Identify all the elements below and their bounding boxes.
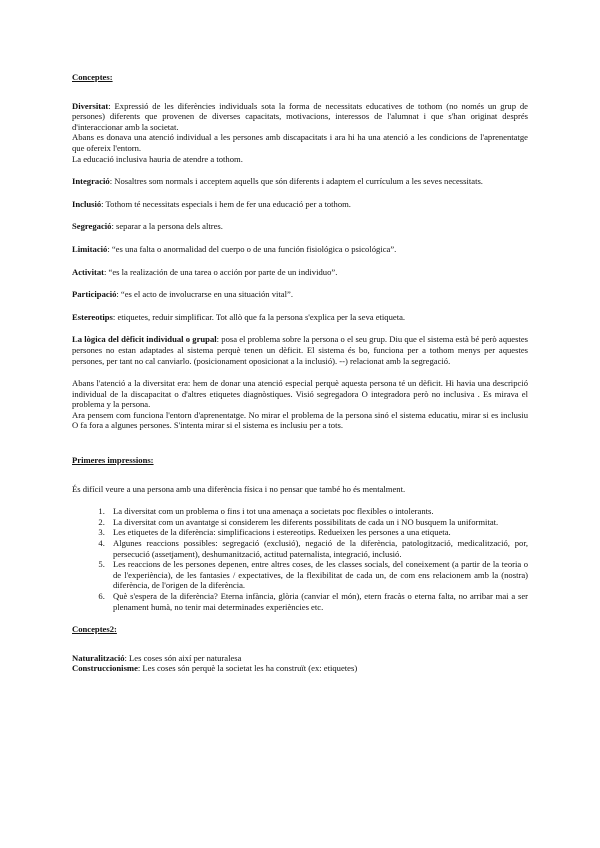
definition-integracio: : Nosaltres som normals i acceptem aquells que són diferents i adaptem el currículum a les seves necessitats. bbox=[109, 176, 483, 187]
impressions-list bbox=[72, 506, 528, 612]
paragraph-abans-ara bbox=[72, 378, 528, 431]
paragraph-diversitat bbox=[72, 101, 528, 165]
definition-activitat: : “es la realización de una tarea o acción por parte de un individuo”. bbox=[103, 266, 338, 277]
section-heading-primeres-impressions: Primeres impressions: bbox=[72, 455, 154, 466]
list-item: 2. La diversitat com un avantatge si considerem les diferents possibilitats de cada un i NO busquem la uniformitat. bbox=[107, 517, 528, 528]
term-construccionisme: Construccionisme bbox=[72, 663, 138, 674]
definition-participacio: : “es el acto de involucrarse en una situación vital”. bbox=[116, 289, 293, 300]
term-naturalitzacio: Naturalització bbox=[72, 652, 125, 663]
diversitat-line-3: La educació inclusiva hauria de atendre a tothom. bbox=[72, 153, 243, 164]
section-spacer bbox=[72, 443, 528, 455]
paragraph-primeres-intro: És difícil veure a una persona amb una diferència física i no pensar que també ho és mentalment. bbox=[72, 483, 406, 494]
paragraph-participacio bbox=[72, 289, 528, 300]
definition-naturalitzacio: : Les coses són així per naturalesa bbox=[124, 652, 242, 663]
definition-construccionisme: : Les coses són perquè la societat les ha construït (ex: etiquetes) bbox=[137, 663, 358, 674]
term-activitat: Activitat bbox=[72, 266, 104, 277]
ara-line: Ara pensem com funciona l'entorn d'aprenentatge. No mirar el problema de la persona sinó el sistema educatiu, mirar si es inclusiu O fa fora a algunes persones. S'intenta mirar si el sistema es inclusiu per a tots. bbox=[72, 409, 528, 431]
term-inclusio: Inclusió bbox=[72, 198, 102, 209]
paragraph-estereotips bbox=[72, 312, 528, 323]
definition-estereotips: : etiquetes, reduir simplificar. Tot allò que fa la persona s'explica per la seva etiqueta. bbox=[112, 311, 406, 322]
list-item: 1. La diversitat com un problema o fins i tot una amenaça a societats poc flexibles o intolerants. bbox=[107, 506, 528, 517]
abans-line: Abans l'atenció a la diversitat era: hem de donar una atenció especial perquè aquesta persona té un dèficit. Hi havia una descripció individual de la discapacitat o d'altres etiquetes diagnòstiques. Visió segregadora O integradora però no inclusiva . Es mirava el problema y la persona. bbox=[72, 378, 528, 410]
paragraph-integracio bbox=[72, 176, 528, 187]
definition-logica-deficit: : posa el problema sobre la persona o el seu grup. Diu que el sistema està bé però aquestes persones no estan adaptades al sistema perquè tenen un dèficit. El sistema és bo, funciona per a tothom menys per aquestes persones, per tant no cal canviarlo. (posicionament oposicionat a la inclusió). --) relacionat amb la segregació. bbox=[72, 334, 528, 366]
term-participacio: Participació bbox=[72, 289, 117, 300]
term-diversitat: Diversitat bbox=[72, 100, 109, 111]
paragraph-activitat bbox=[72, 267, 528, 278]
paragraph-inclusio bbox=[72, 199, 528, 210]
definition-limitacio: : “es una falta o anormalidad del cuerpo o de una función fisiológica o psicológica”. bbox=[107, 243, 397, 254]
diversitat-line-2: Abans es donava una atenció individual a les persones amb discapacitats i ara hi ha una atenció a les condicions de l'aprenentatge que ofereix l'entorn. bbox=[72, 132, 528, 153]
definition-diversitat: : Expressió de les diferències individuals sota la forma de necessitats educatives de tothom (no només un grup de persones) diferents que provenen de diverses capacitats, motivacions, interessos de l'alumnat i que s'han originat després d'interaccionar amb la societat. bbox=[72, 100, 528, 132]
definition-segregacio: : separar a la persona dels altres. bbox=[111, 221, 223, 232]
list-item: 6. Què s'espera de la diferència? Eterna infància, glòria (canviar el món), etern fracàs o eterna falta, no arribar mai a ser plenament humà, no tenir mai determinades experiències etc. bbox=[107, 591, 528, 612]
paragraph-naturalitzacio bbox=[72, 653, 528, 664]
paragraph-construccionisme bbox=[72, 663, 528, 674]
definition-inclusio: : Tothom té necessitats especials i hem de fer una educació per a tothom. bbox=[101, 198, 351, 209]
paragraph-segregacio bbox=[72, 221, 528, 232]
list-item: 4. Algunes reaccions possibles: segregació (exclusió), negació de la diferència, patologització, medicalització, por, persecució (assetjament), deshumanització, actitud paternalista, integració, inclusió. bbox=[107, 538, 528, 559]
section-heading-conceptes2: Conceptes2: bbox=[72, 624, 117, 635]
term-logica-deficit: La lògica del dèficit individual o grupal bbox=[72, 334, 217, 345]
section-heading-conceptes: Conceptes: bbox=[72, 72, 113, 82]
list-item: 3. Les etiquetes de la diferència: simplificacions i estereotips. Redueixen les persones a una etiqueta. bbox=[107, 527, 528, 538]
paragraph-limitacio bbox=[72, 244, 528, 255]
paragraph-logica-deficit bbox=[72, 334, 528, 366]
term-estereotips: Estereotips bbox=[72, 311, 113, 322]
term-integracio: Integració bbox=[72, 176, 110, 187]
list-item: 5. Les reaccions de les persones depenen, entre altres coses, de les classes socials, del coneixement (a partir de la teoria o de l'experiència), de les fantasies / expectatives, de la flexibilitat de cada un, de com ens relacionem amb la (nostra) diferència, de l'origen de la diferència. bbox=[107, 559, 528, 591]
term-segregacio: Segregació bbox=[72, 221, 112, 232]
term-limitacio: Limitació bbox=[72, 243, 108, 254]
